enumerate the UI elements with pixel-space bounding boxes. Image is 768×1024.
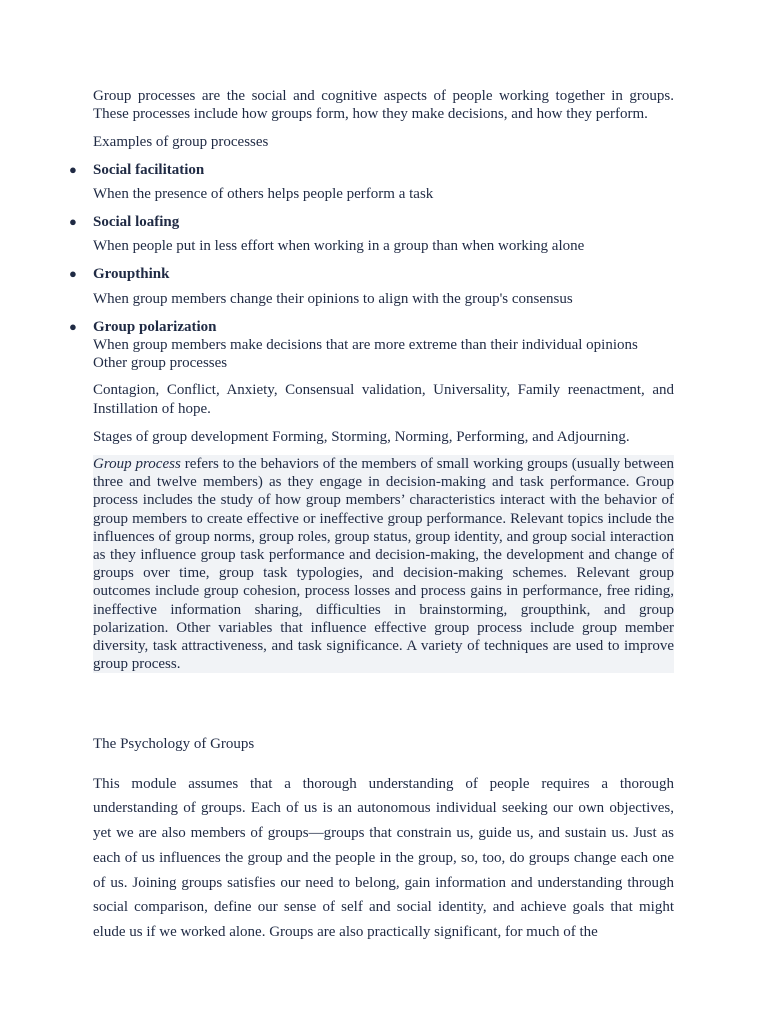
example-description: When people put in less effort when working in a group than when working alone — [93, 238, 585, 255]
stages-text: Stages of group development Forming, Storming, Norming, Performing, and Adjourning. — [93, 428, 630, 445]
other-processes-label: Other group processes — [93, 355, 228, 372]
example-term: Group polarization — [93, 318, 217, 335]
definition-text: refers to the behaviors of the members of small working groups (usually between three and twelve members) as they engage in decision-making and task performance. Group process includes the study of how group members’ characteristics interact with the behavior of group members to create effective or ineffective group performance. Relevant topics include the influences of group norms, group roles, group status, group identity, and group social interaction as they influence group task performance and decision-making, the development and change of groups over time, group task typologies, and decision-making schemes. Relevant group outcomes include group cohesion, process losses and process gains in performance, free riding, ineffective information sharing, difficulties in brainstorming, groupthink, and group polarization. Other variables that influence effective group process include group member diversity, task attractiveness, and task significance. A variety of techniques are used to improve group process. — [93, 456, 674, 673]
other-processes-list: Contagion, Conflict, Anxiety, Consensual validation, Universality, Family reenactment, and Instillation of hope. — [93, 382, 674, 417]
list-item — [69, 213, 674, 255]
bullet-icon: ● — [69, 266, 77, 282]
example-description: When group members change their opinions to align with the group's consensus — [93, 290, 573, 307]
intro-paragraph: Group processes are the social and cognitive aspects of people working together in groups. These processes include how groups form, how they make decisions, and how they perform. — [93, 88, 674, 123]
example-description: When group members make decisions that are more extreme than their individual opinions — [93, 337, 638, 354]
list-item — [69, 265, 674, 307]
definition-term: Group process — [93, 456, 181, 473]
examples-label: Examples of group processes — [93, 134, 269, 151]
section-heading: The Psychology of Groups — [93, 736, 255, 753]
section-spacer — [93, 683, 674, 735]
bullet-icon: ● — [69, 214, 77, 230]
list-item — [69, 318, 674, 354]
example-term: Social loafing — [93, 214, 180, 231]
example-description: When the presence of others helps people perform a task — [93, 185, 434, 202]
example-term: Social facilitation — [93, 161, 205, 178]
example-term: Groupthink — [93, 266, 170, 283]
list-item — [69, 161, 674, 203]
examples-list — [69, 161, 674, 355]
document-page — [69, 87, 674, 945]
definition-paragraph — [93, 455, 674, 673]
psychology-body: This module assumes that a thorough understanding of people requires a thorough understanding of groups. Each of us is an autonomous individual seeking our own objectives, yet we are also members of groups—groups that constrain us, guide us, and sustain us. Just as each of us influences the group and the people in the group, so, too, do groups change each one of us. Joining groups satisfies our need to belong, gain information and understanding through social comparison, define our sense of self and social identity, and achieve goals that might elude us if we worked alone. Groups are also practically significant, for much of the — [93, 775, 674, 940]
bullet-icon: ● — [69, 161, 77, 177]
bullet-icon: ● — [69, 318, 77, 334]
